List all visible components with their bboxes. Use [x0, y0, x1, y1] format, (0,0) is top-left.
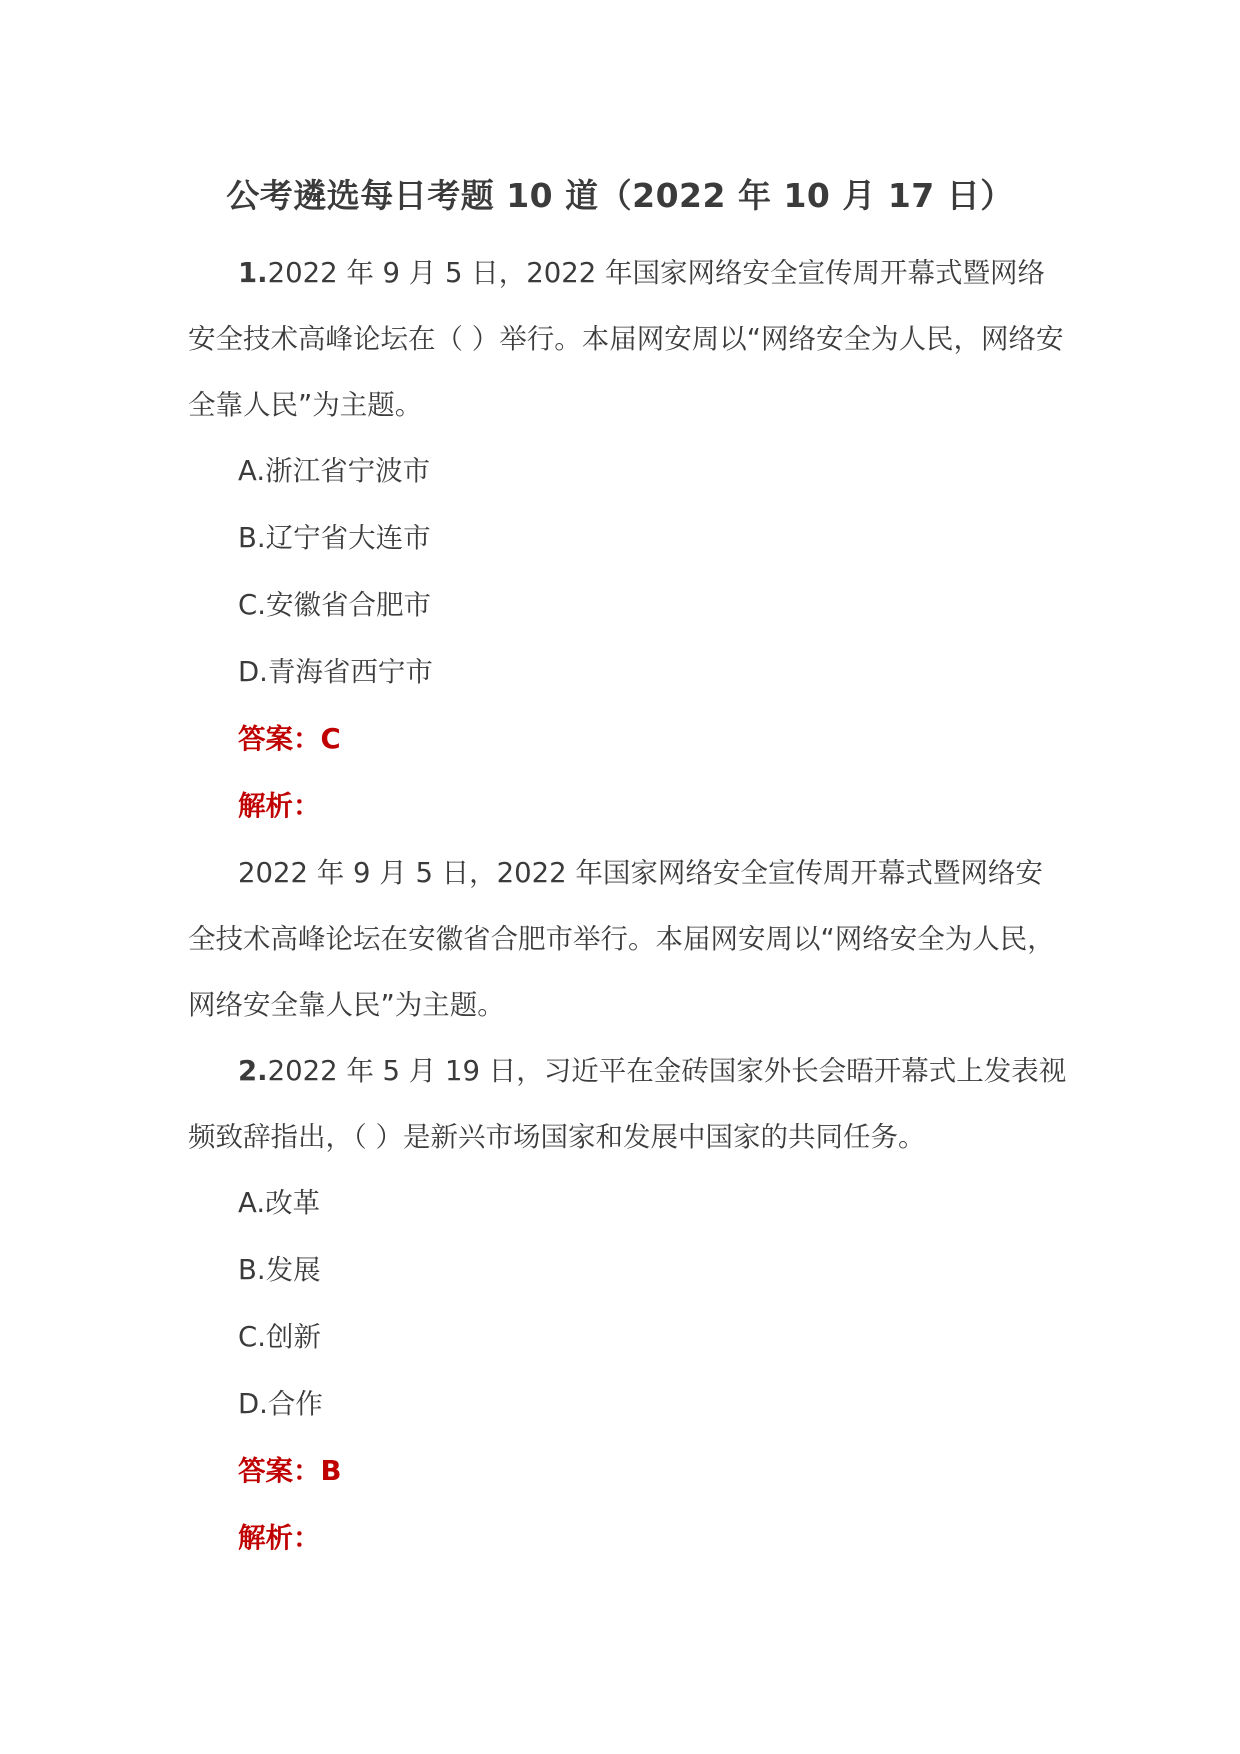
question-text: 2022 年 5 月 19 日，习近平在金砖国家外长会晤开幕式上发表视频致辞指出，（ ）是新兴市场国家和发展中国家的共同任务。	[188, 1055, 1067, 1153]
question-stem	[188, 1038, 1068, 1170]
option-a: A.浙江省宁波市	[238, 455, 431, 487]
option-b: B.辽宁省大连市	[238, 522, 431, 554]
question-number: 1.	[238, 257, 268, 289]
answer-label: 答案：C	[238, 723, 341, 755]
option-d: D.合作	[238, 1388, 323, 1420]
question-text: 2022 年 9 月 5 日，2022 年国家网络安全宣传周开幕式暨网络安全技术高峰论坛在（ ）举行。本届网安周以“网络安全为人民，网络安全靠人民”为主题。	[188, 257, 1064, 421]
option-c: C.安徽省合肥市	[238, 589, 431, 621]
option-c: C.创新	[238, 1321, 321, 1353]
option-a: A.改革	[238, 1187, 321, 1219]
answer-label: 答案：B	[238, 1455, 342, 1487]
option-b: B.发展	[238, 1254, 321, 1286]
analysis-text: 2022 年 9 月 5 日，2022 年国家网络安全宣传周开幕式暨网络安全技术高峰论坛在安徽省合肥市举行。本届网安周以“网络安全为人民，网络安全靠人民”为主题。	[188, 857, 1055, 1021]
page-title: 公考遴选每日考题 10 道（2022 年 10 月 17 日）	[226, 176, 1014, 215]
question-list	[188, 240, 1068, 1572]
analysis-label: 解析：	[238, 790, 321, 822]
option-d: D.青海省西宁市	[238, 656, 433, 688]
question-stem	[188, 240, 1068, 438]
question-number: 2.	[238, 1055, 268, 1087]
analysis-label: 解析：	[238, 1522, 321, 1554]
